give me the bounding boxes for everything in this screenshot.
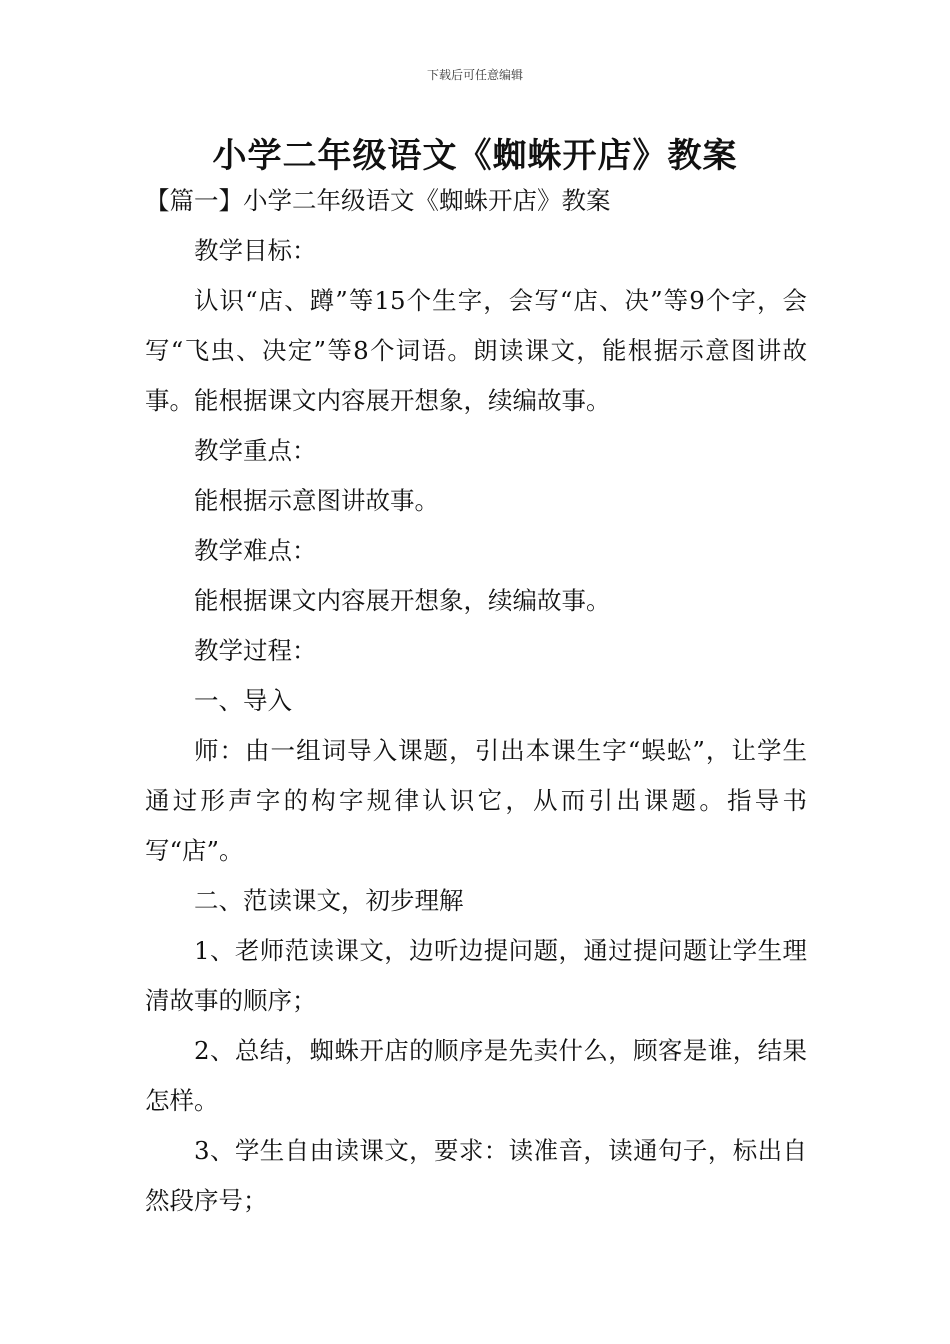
paragraph-item-2: 2、总结，蜘蛛开店的顺序是先卖什么，顾客是谁，结果怎样。 (145, 1036, 807, 1115)
paragraph-process-heading: 教学过程： (194, 636, 317, 665)
section-heading: 【篇一】小学二年级语文《蜘蛛开店》教案 (145, 186, 611, 215)
document-body (145, 176, 807, 1226)
paragraph-difficulties-heading: 教学难点： (194, 536, 317, 565)
paragraph-step-one-heading: 一、导入 (194, 686, 292, 715)
paragraph-step-two-heading: 二、范读课文，初步理解 (194, 886, 464, 915)
document-title: 小学二年级语文《蜘蛛开店》教案 (212, 136, 738, 176)
paragraph-key-points-heading: 教学重点： (194, 436, 317, 465)
paragraph-step-one: 师：由一组词导入课题，引出本课生字“蜈蚣”，让学生通过形声字的构字规律认识它，从而引出课题。指导书写“店”。 (145, 736, 807, 865)
paragraph-item-1: 1、老师范读课文，边听边提问题，通过提问题让学生理清故事的顺序； (145, 936, 807, 1015)
page-header-note: 下载后可任意编辑 (426, 68, 523, 82)
paragraph-key-points: 能根据示意图讲故事。 (194, 486, 439, 515)
paragraph-objectives-heading: 教学目标： (194, 236, 317, 265)
paragraph-item-3: 3、学生自由读课文，要求：读准音，读通句子，标出自然段序号； (145, 1136, 807, 1215)
paragraph-objectives: 认识“店、蹲”等15个生字，会写“店、决”等9个字，会写“飞虫、决定”等8个词语。朗读课文，能根据示意图讲故事。能根据课文内容展开想象，续编故事。 (145, 286, 807, 415)
paragraph-difficulties: 能根据课文内容展开想象，续编故事。 (194, 586, 611, 615)
